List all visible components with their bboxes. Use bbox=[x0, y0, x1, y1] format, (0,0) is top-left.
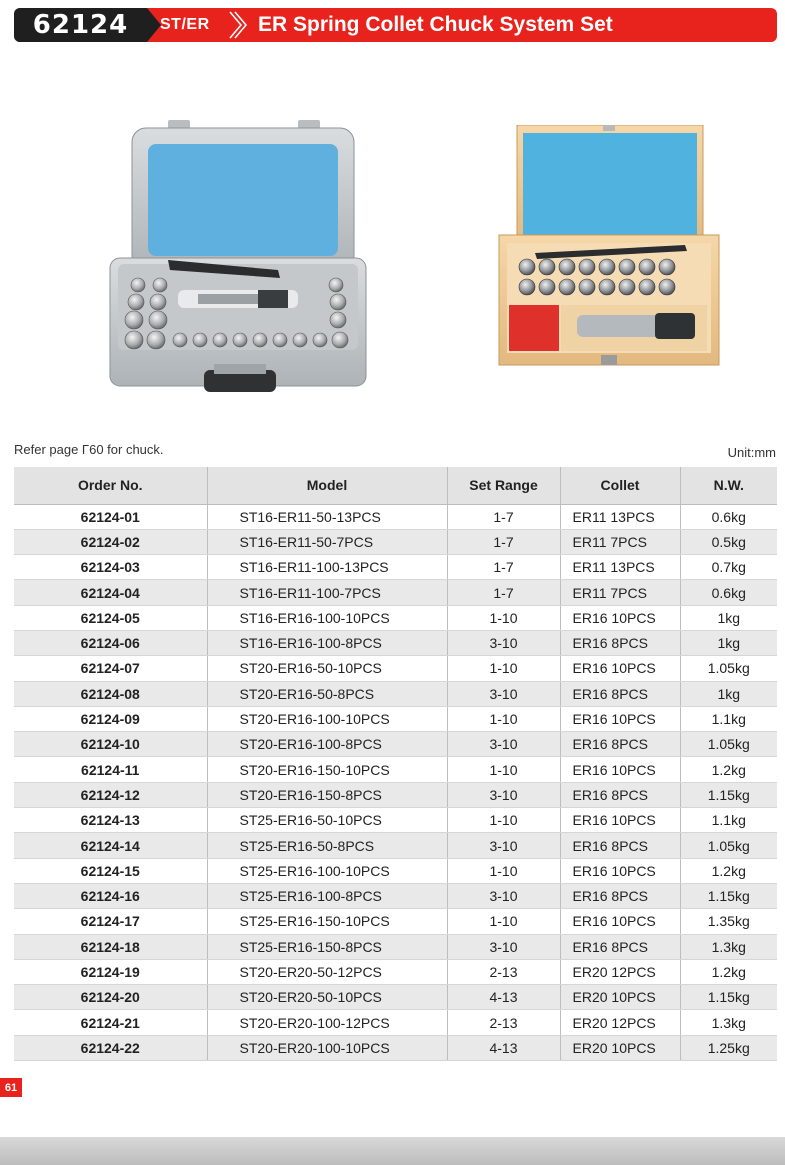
model-cell: ST25-ER16-150-10PCS bbox=[207, 909, 447, 934]
collet-cell: ER16 8PCS bbox=[560, 732, 680, 757]
table-row bbox=[14, 934, 777, 959]
table-row bbox=[14, 757, 777, 782]
order-no-cell: 62124-09 bbox=[14, 706, 207, 731]
nw-cell: 1.2kg bbox=[680, 959, 777, 984]
table-row bbox=[14, 883, 777, 908]
order-no-cell: 62124-08 bbox=[14, 681, 207, 706]
set-range-cell: 3-10 bbox=[447, 883, 560, 908]
wooden-box-photo bbox=[495, 125, 723, 370]
order-no-cell: 62124-20 bbox=[14, 985, 207, 1010]
table-row bbox=[14, 858, 777, 883]
order-no-cell: 62124-05 bbox=[14, 605, 207, 630]
table-row bbox=[14, 782, 777, 807]
table-row bbox=[14, 605, 777, 630]
nw-cell: 1.1kg bbox=[680, 808, 777, 833]
nw-cell: 1.25kg bbox=[680, 1035, 777, 1060]
footer-bar bbox=[0, 1137, 785, 1165]
collet-cell: ER16 10PCS bbox=[560, 706, 680, 731]
model-cell: ST20-ER16-100-8PCS bbox=[207, 732, 447, 757]
nw-cell: 1.2kg bbox=[680, 757, 777, 782]
order-no-cell: 62124-17 bbox=[14, 909, 207, 934]
collet-cell: ER16 8PCS bbox=[560, 934, 680, 959]
model-cell: ST25-ER16-150-8PCS bbox=[207, 934, 447, 959]
set-range-cell: 3-10 bbox=[447, 681, 560, 706]
table-row bbox=[14, 808, 777, 833]
order-no-cell: 62124-06 bbox=[14, 630, 207, 655]
set-range-cell: 3-10 bbox=[447, 934, 560, 959]
set-range-cell: 3-10 bbox=[447, 732, 560, 757]
table-row bbox=[14, 1010, 777, 1035]
table-body bbox=[14, 504, 777, 1061]
collet-cell: ER20 10PCS bbox=[560, 1035, 680, 1060]
model-cell: ST25-ER16-100-10PCS bbox=[207, 858, 447, 883]
collet-cell: ER11 7PCS bbox=[560, 580, 680, 605]
nw-cell: 1kg bbox=[680, 630, 777, 655]
table-row bbox=[14, 706, 777, 731]
model-cell: ST16-ER11-50-13PCS bbox=[207, 504, 447, 529]
table-row bbox=[14, 555, 777, 580]
nw-cell: 1kg bbox=[680, 605, 777, 630]
col-header-order-no: Order No. bbox=[14, 467, 207, 504]
order-no-cell: 62124-13 bbox=[14, 808, 207, 833]
reference-note: Refer page Γ60 for chuck. bbox=[14, 442, 164, 457]
nw-cell: 1.15kg bbox=[680, 985, 777, 1010]
set-range-cell: 4-13 bbox=[447, 985, 560, 1010]
nw-cell: 1.05kg bbox=[680, 656, 777, 681]
nw-cell: 0.6kg bbox=[680, 580, 777, 605]
table-row bbox=[14, 909, 777, 934]
model-cell: ST16-ER16-100-10PCS bbox=[207, 605, 447, 630]
table-row bbox=[14, 1035, 777, 1060]
table-row bbox=[14, 529, 777, 554]
unit-label: Unit:mm bbox=[727, 445, 776, 460]
table-row bbox=[14, 732, 777, 757]
model-cell: ST20-ER16-150-8PCS bbox=[207, 782, 447, 807]
order-no-cell: 62124-02 bbox=[14, 529, 207, 554]
order-no-cell: 62124-14 bbox=[14, 833, 207, 858]
table-row bbox=[14, 959, 777, 984]
nw-cell: 1.1kg bbox=[680, 706, 777, 731]
set-range-cell: 1-10 bbox=[447, 757, 560, 782]
collet-cell: ER16 8PCS bbox=[560, 883, 680, 908]
model-cell: ST16-ER11-100-13PCS bbox=[207, 555, 447, 580]
collet-cell: ER20 12PCS bbox=[560, 959, 680, 984]
nw-cell: 1.35kg bbox=[680, 909, 777, 934]
collet-cell: ER16 8PCS bbox=[560, 630, 680, 655]
col-header-model: Model bbox=[207, 467, 447, 504]
collet-cell: ER16 8PCS bbox=[560, 782, 680, 807]
collet-cell: ER20 10PCS bbox=[560, 985, 680, 1010]
model-cell: ST16-ER11-50-7PCS bbox=[207, 529, 447, 554]
nw-cell: 0.5kg bbox=[680, 529, 777, 554]
model-cell: ST25-ER16-50-8PCS bbox=[207, 833, 447, 858]
table-header-row bbox=[14, 467, 777, 504]
product-code: 62124 bbox=[14, 8, 147, 42]
order-no-cell: 62124-21 bbox=[14, 1010, 207, 1035]
order-no-cell: 62124-03 bbox=[14, 555, 207, 580]
order-no-cell: 62124-19 bbox=[14, 959, 207, 984]
spec-table bbox=[14, 467, 777, 1061]
collet-cell: ER11 7PCS bbox=[560, 529, 680, 554]
set-range-cell: 1-7 bbox=[447, 580, 560, 605]
order-no-cell: 62124-01 bbox=[14, 504, 207, 529]
nw-cell: 1.3kg bbox=[680, 1010, 777, 1035]
collet-cell: ER16 8PCS bbox=[560, 833, 680, 858]
set-range-cell: 1-10 bbox=[447, 858, 560, 883]
set-range-cell: 1-10 bbox=[447, 909, 560, 934]
col-header-set-range: Set Range bbox=[447, 467, 560, 504]
order-no-cell: 62124-12 bbox=[14, 782, 207, 807]
nw-cell: 0.7kg bbox=[680, 555, 777, 580]
table-row bbox=[14, 630, 777, 655]
series-label: ST/ER bbox=[160, 16, 210, 33]
set-range-cell: 1-10 bbox=[447, 706, 560, 731]
collet-cell: ER16 10PCS bbox=[560, 808, 680, 833]
set-range-cell: 4-13 bbox=[447, 1035, 560, 1060]
table-row bbox=[14, 580, 777, 605]
model-cell: ST20-ER16-100-10PCS bbox=[207, 706, 447, 731]
nw-cell: 1.3kg bbox=[680, 934, 777, 959]
order-no-cell: 62124-22 bbox=[14, 1035, 207, 1060]
set-range-cell: 3-10 bbox=[447, 833, 560, 858]
order-no-cell: 62124-07 bbox=[14, 656, 207, 681]
collet-cell: ER16 10PCS bbox=[560, 909, 680, 934]
collet-cell: ER11 13PCS bbox=[560, 555, 680, 580]
collet-cell: ER11 13PCS bbox=[560, 504, 680, 529]
collet-cell: ER20 12PCS bbox=[560, 1010, 680, 1035]
set-range-cell: 3-10 bbox=[447, 782, 560, 807]
collet-cell: ER16 10PCS bbox=[560, 858, 680, 883]
order-no-cell: 62124-18 bbox=[14, 934, 207, 959]
collet-cell: ER16 10PCS bbox=[560, 757, 680, 782]
model-cell: ST20-ER20-100-10PCS bbox=[207, 1035, 447, 1060]
nw-cell: 1.2kg bbox=[680, 858, 777, 883]
order-no-cell: 62124-10 bbox=[14, 732, 207, 757]
model-cell: ST20-ER20-50-10PCS bbox=[207, 985, 447, 1010]
table-row bbox=[14, 833, 777, 858]
order-no-cell: 62124-15 bbox=[14, 858, 207, 883]
model-cell: ST16-ER11-100-7PCS bbox=[207, 580, 447, 605]
nw-cell: 1.05kg bbox=[680, 833, 777, 858]
set-range-cell: 3-10 bbox=[447, 630, 560, 655]
model-cell: ST20-ER20-50-12PCS bbox=[207, 959, 447, 984]
table-row bbox=[14, 985, 777, 1010]
table-row bbox=[14, 504, 777, 529]
set-range-cell: 1-10 bbox=[447, 605, 560, 630]
set-range-cell: 1-10 bbox=[447, 656, 560, 681]
table-row bbox=[14, 681, 777, 706]
page-title: ER Spring Collet Chuck System Set bbox=[258, 13, 613, 36]
model-cell: ST20-ER20-100-12PCS bbox=[207, 1010, 447, 1035]
plastic-case-photo bbox=[108, 120, 370, 400]
model-cell: ST25-ER16-50-10PCS bbox=[207, 808, 447, 833]
collet-cell: ER16 10PCS bbox=[560, 605, 680, 630]
nw-cell: 1.15kg bbox=[680, 782, 777, 807]
collet-cell: ER16 10PCS bbox=[560, 656, 680, 681]
model-cell: ST16-ER16-100-8PCS bbox=[207, 630, 447, 655]
collet-cell: ER16 8PCS bbox=[560, 681, 680, 706]
nw-cell: 0.6kg bbox=[680, 504, 777, 529]
model-cell: ST25-ER16-100-8PCS bbox=[207, 883, 447, 908]
model-cell: ST20-ER16-50-8PCS bbox=[207, 681, 447, 706]
page-number: 61 bbox=[0, 1078, 22, 1097]
model-cell: ST20-ER16-50-10PCS bbox=[207, 656, 447, 681]
set-range-cell: 1-10 bbox=[447, 808, 560, 833]
nw-cell: 1.05kg bbox=[680, 732, 777, 757]
set-range-cell: 1-7 bbox=[447, 555, 560, 580]
set-range-cell: 2-13 bbox=[447, 1010, 560, 1035]
nw-cell: 1.15kg bbox=[680, 883, 777, 908]
col-header-nw: N.W. bbox=[680, 467, 777, 504]
chevron-right-icon bbox=[226, 8, 248, 42]
set-range-cell: 1-7 bbox=[447, 504, 560, 529]
order-no-cell: 62124-04 bbox=[14, 580, 207, 605]
col-header-collet: Collet bbox=[560, 467, 680, 504]
nw-cell: 1kg bbox=[680, 681, 777, 706]
set-range-cell: 2-13 bbox=[447, 959, 560, 984]
order-no-cell: 62124-16 bbox=[14, 883, 207, 908]
table-row bbox=[14, 656, 777, 681]
order-no-cell: 62124-11 bbox=[14, 757, 207, 782]
model-cell: ST20-ER16-150-10PCS bbox=[207, 757, 447, 782]
set-range-cell: 1-7 bbox=[447, 529, 560, 554]
